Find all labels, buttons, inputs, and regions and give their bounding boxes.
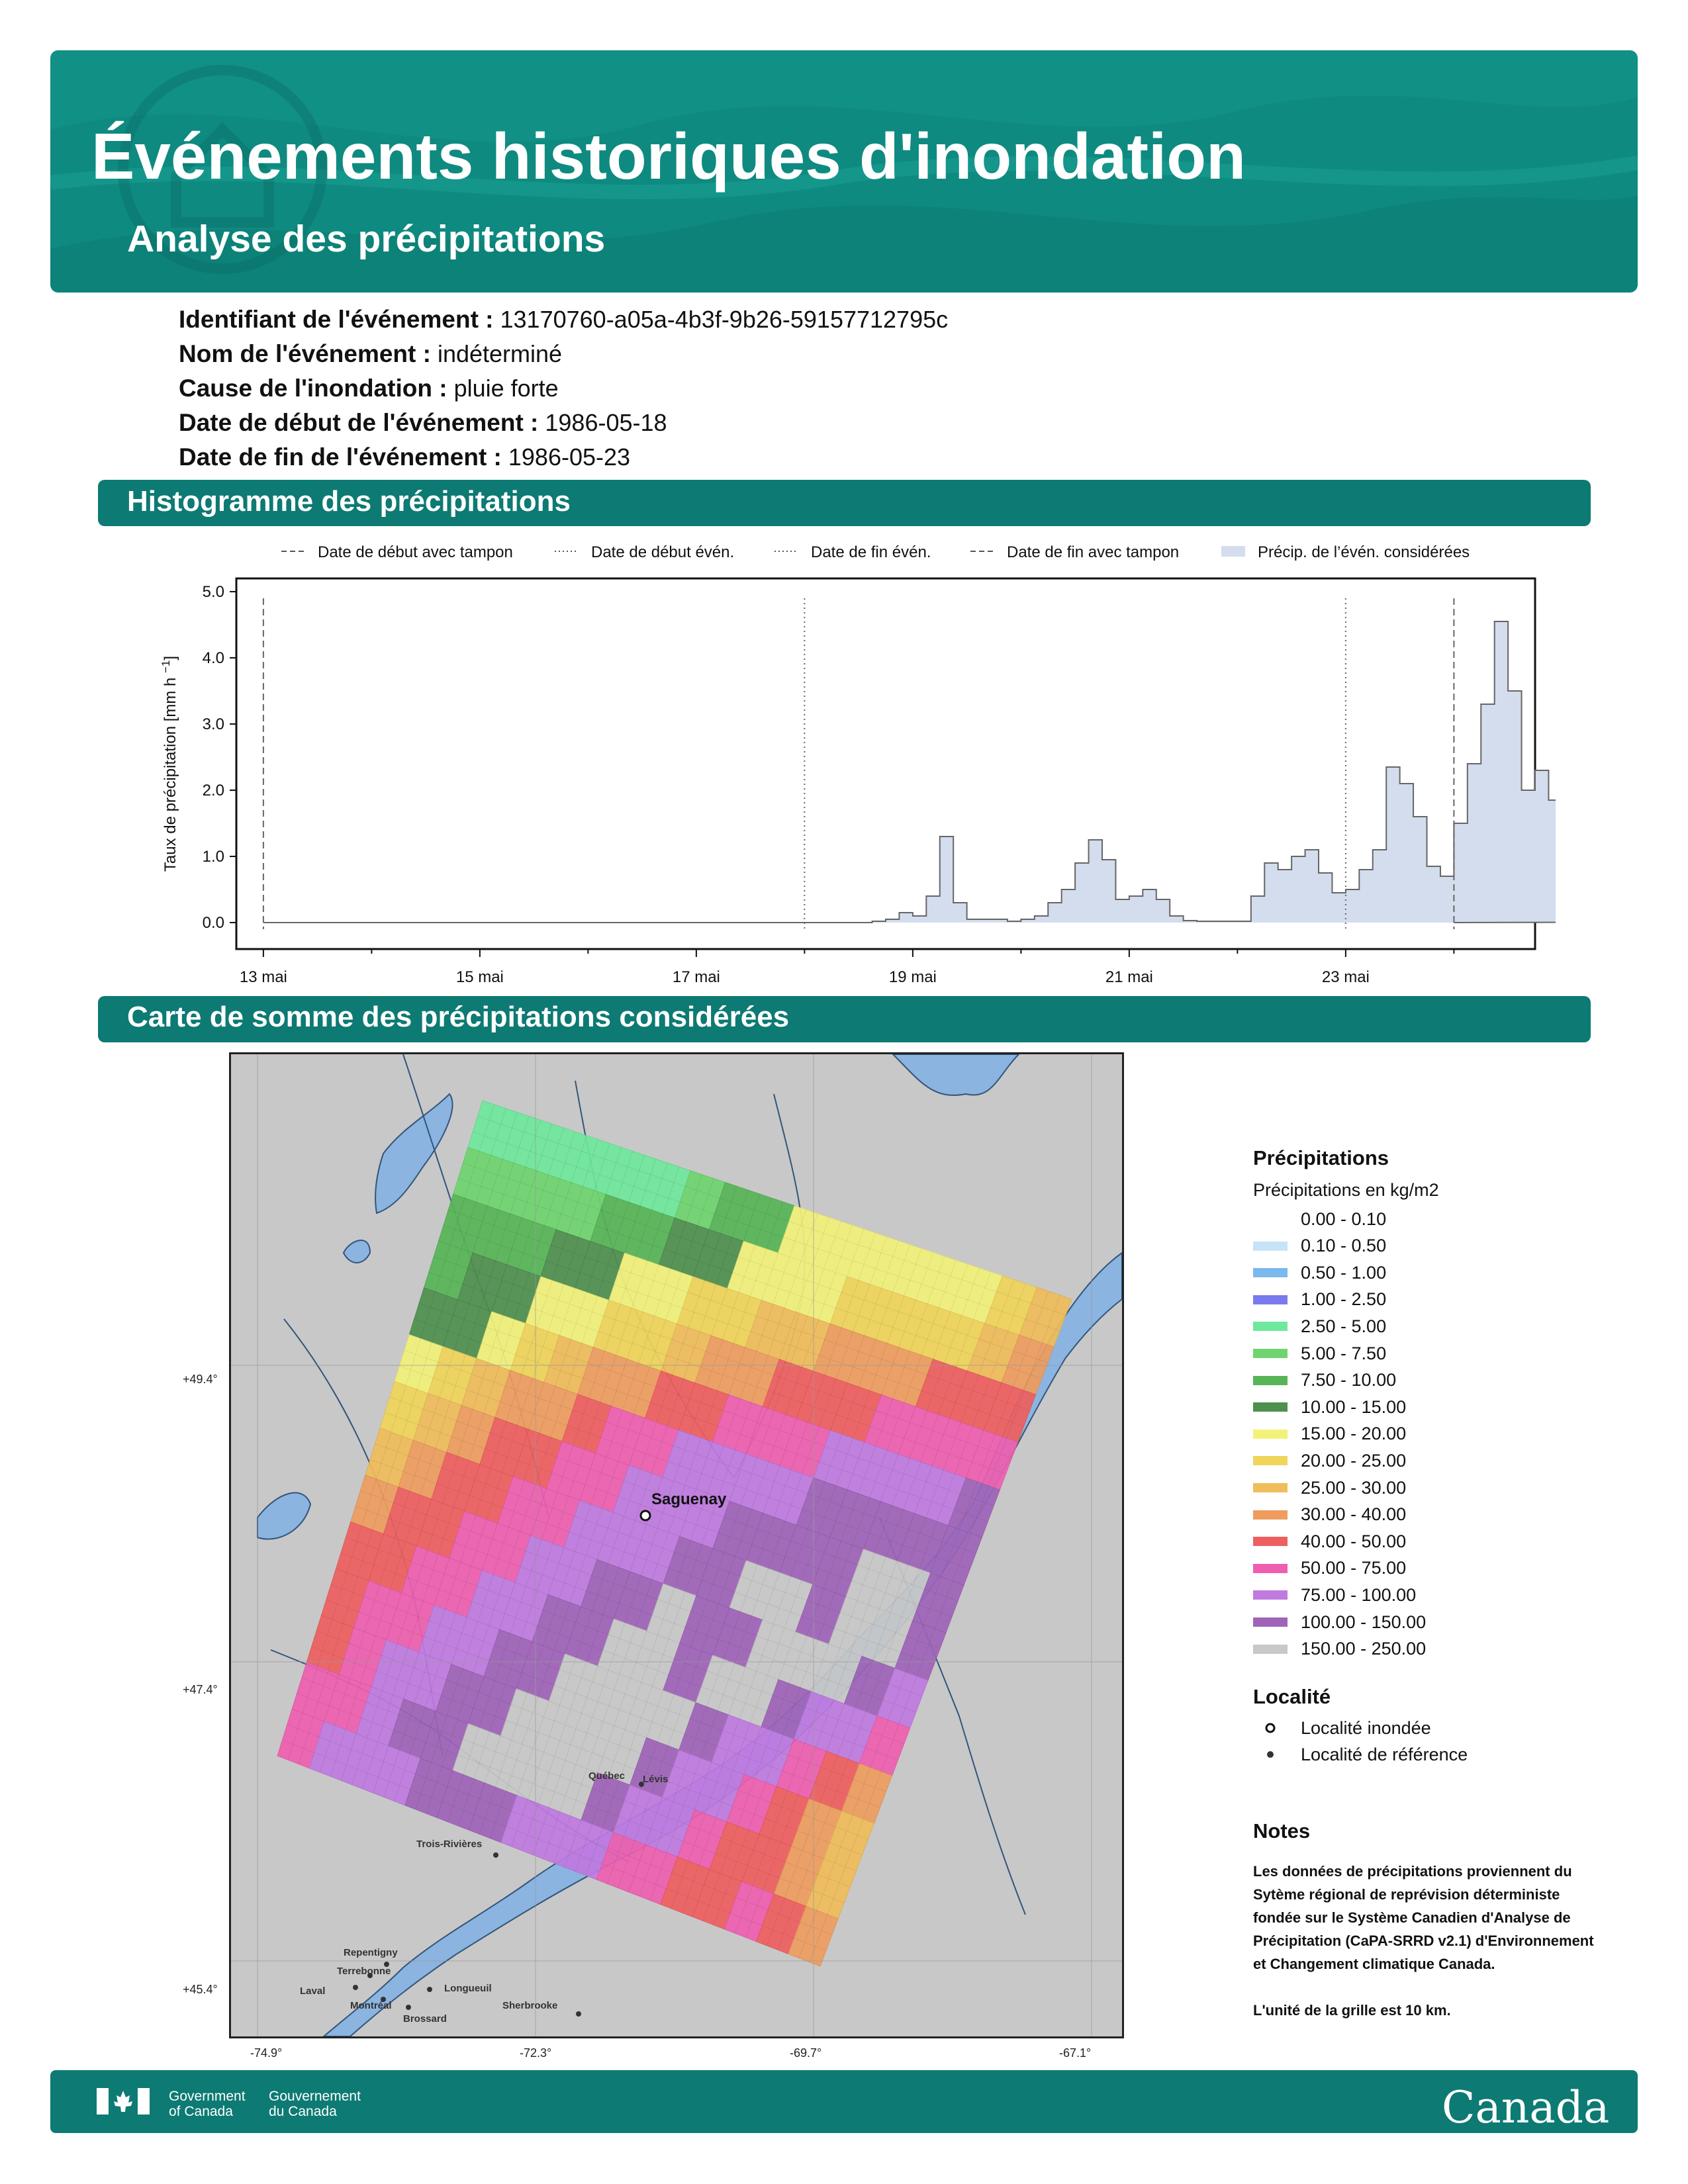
legend-label: Date de fin évén. xyxy=(811,543,931,561)
map-canvas xyxy=(231,1054,1122,2036)
legend-class-label: 25.00 - 30.00 xyxy=(1301,1477,1407,1498)
end-date-value: 1986-05-23 xyxy=(508,443,631,471)
levis-label: Lévis xyxy=(643,1774,669,1785)
legend-entry xyxy=(774,543,931,561)
histogram-section-title: Histogramme des précipitations xyxy=(127,485,571,518)
legend-color-swatch xyxy=(1253,1430,1288,1439)
canada-flag-icon xyxy=(97,2088,150,2115)
legend-class-label: 30.00 - 40.00 xyxy=(1301,1504,1407,1525)
legend-class-label: 15.00 - 20.00 xyxy=(1301,1424,1407,1444)
precip-grid-cells xyxy=(277,1101,1072,1966)
chart-plot-area xyxy=(160,578,1556,986)
notes-text: Les données de précipitations proviennent du Sytème régional de reprévision déterministe fondée sur le Système Canadien d'Analyse de Précipitation (CaPA-SRRD v2.1) d'Environnement et Changement climatique Canada. xyxy=(1253,1863,1594,1972)
map-lon-tick: -74.9° xyxy=(250,2046,283,2060)
legend-color-swatch xyxy=(1253,1376,1288,1385)
longueuil-label: Longueuil xyxy=(444,1983,492,1994)
x-tick-label: 21 mai xyxy=(1105,968,1153,986)
y-tick-label: 0.0 xyxy=(202,914,224,932)
legend-class-label: 5.00 - 7.50 xyxy=(1301,1343,1387,1363)
precip-legend-item xyxy=(1253,1314,1386,1338)
legend-color-swatch xyxy=(1253,1483,1288,1492)
precip-legend-item xyxy=(1253,1207,1386,1231)
legend-color-swatch xyxy=(1253,1590,1288,1600)
legend-class-label: 150.00 - 250.00 xyxy=(1301,1639,1427,1659)
longueuil-marker xyxy=(427,1987,432,1992)
event-id-value: 13170760-a05a-4b3f-9b26-59157712795c xyxy=(500,306,949,333)
legend-color-swatch xyxy=(1253,1564,1288,1573)
y-tick-label: 3.0 xyxy=(202,715,224,733)
legend-class-label: 0.00 - 0.10 xyxy=(1301,1208,1387,1229)
legend-class-label: 0.50 - 1.00 xyxy=(1301,1262,1387,1283)
legend-class-label: 50.00 - 75.00 xyxy=(1301,1558,1407,1578)
event-name-label: Nom de l'événement : xyxy=(179,340,431,367)
brossard-label: Brossard xyxy=(403,2013,447,2025)
map-section-title: Carte de somme des précipitations considérées xyxy=(127,1001,790,1033)
legend-class-label: 2.50 - 5.00 xyxy=(1301,1316,1387,1336)
flood-cause-row xyxy=(179,375,559,402)
y-tick-label: 4.0 xyxy=(202,649,224,667)
precip-legend-item xyxy=(1253,1503,1406,1527)
legend-class-label: 0.10 - 0.50 xyxy=(1301,1236,1387,1256)
legend-label: Date de début évén. xyxy=(591,543,735,561)
legend-color-swatch xyxy=(1253,1242,1288,1251)
precip-legend-item xyxy=(1253,1557,1406,1580)
precip-legend-item xyxy=(1253,1476,1406,1500)
legend-class-label: 100.00 - 150.00 xyxy=(1301,1612,1427,1632)
notes-body xyxy=(1253,1860,1597,2022)
chart-legend xyxy=(281,543,1470,561)
page-title: Événements historiques d'inondation xyxy=(91,120,1246,193)
legend-label: Date de fin avec tampon xyxy=(1007,543,1180,561)
x-tick-label: 15 mai xyxy=(455,968,504,986)
government-of-canada-en xyxy=(169,2089,246,2119)
event-name-row xyxy=(179,340,562,368)
notes-title: Notes xyxy=(1253,1819,1311,1843)
legend-entry xyxy=(555,543,734,561)
sherbrooke-label: Sherbrooke xyxy=(502,2000,558,2011)
x-tick-label: 17 mai xyxy=(672,968,720,986)
gov-fr-line-2: du Canada xyxy=(269,2104,337,2119)
legend-color-swatch xyxy=(1253,1322,1288,1331)
legend-color-swatch xyxy=(1253,1645,1288,1654)
saguenay-label: Saguenay xyxy=(651,1490,727,1508)
quebec-label: Québec xyxy=(588,1770,626,1782)
precip-legend-item xyxy=(1253,1369,1396,1392)
y-axis-label: Taux de précipitation [mm h $^{-1}$] xyxy=(159,655,179,872)
legend-class-label: 40.00 - 50.00 xyxy=(1301,1531,1407,1551)
x-tick-label: 19 mai xyxy=(888,968,937,986)
legend-color-swatch xyxy=(1253,1456,1288,1465)
precip-legend-item xyxy=(1253,1610,1426,1634)
terrebonne-label: Terrebonne xyxy=(337,1966,391,1977)
legend-class-label: 20.00 - 25.00 xyxy=(1301,1450,1407,1471)
repentigny-label: Repentigny xyxy=(344,1947,398,1958)
y-tick-label: 2.0 xyxy=(202,782,224,799)
precipitation-map[interactable] xyxy=(229,1052,1124,2038)
event-name-value: indéterminé xyxy=(437,340,563,367)
legend-class-label: 10.00 - 15.00 xyxy=(1301,1396,1407,1417)
precip-legend-item xyxy=(1253,1261,1386,1285)
flood-cause-label: Cause de l'inondation : xyxy=(179,375,447,402)
laval-marker xyxy=(353,1985,358,1990)
precip-legend-item xyxy=(1253,1422,1406,1446)
trois-rivieres-label: Trois-Rivières xyxy=(416,1839,483,1850)
notes-grid-unit: L'unité de la grille est 10 km. xyxy=(1253,2002,1451,2019)
map-lon-tick: -67.1° xyxy=(1059,2046,1092,2060)
precip-legend-item xyxy=(1253,1529,1406,1553)
legend-entry xyxy=(970,543,1179,561)
legend-flooded-locality xyxy=(1253,1716,1431,1740)
y-tick-label: 5.0 xyxy=(202,583,224,601)
gov-fr-line-1: Gouvernement xyxy=(269,2089,361,2104)
legend-entry xyxy=(1221,543,1470,561)
start-date-value: 1986-05-18 xyxy=(545,409,667,436)
precip-legend-unit: Précipitations en kg/m2 xyxy=(1253,1180,1439,1200)
legend-label: Date de début avec tampon xyxy=(318,543,513,561)
legend-swatch xyxy=(1221,546,1245,557)
legend-entry xyxy=(281,543,513,561)
gouvernement-du-canada-fr xyxy=(269,2089,361,2119)
precip-legend-item xyxy=(1253,1637,1426,1661)
page-subtitle: Analyse des précipitations xyxy=(127,218,606,260)
legend-reference-locality xyxy=(1253,1743,1468,1766)
precipitation-chart xyxy=(132,529,1556,993)
precip-legend-item xyxy=(1253,1449,1406,1473)
legend-label: Précip. de l’évén. considérées xyxy=(1258,543,1470,561)
legend-flooded-label: Localité inondée xyxy=(1301,1717,1431,1738)
x-tick-label: 13 mai xyxy=(239,968,287,986)
x-tick-label: 23 mai xyxy=(1321,968,1370,986)
flooded-locality-marker xyxy=(641,1511,650,1520)
event-id-row xyxy=(179,306,948,334)
map-lon-tick: -69.7° xyxy=(790,2046,822,2060)
legend-color-swatch xyxy=(1253,1349,1288,1358)
precip-legend-item xyxy=(1253,1234,1386,1258)
precip-legend-item xyxy=(1253,1288,1386,1312)
map-lon-tick: -72.3° xyxy=(520,2046,552,2060)
legend-color-swatch xyxy=(1253,1537,1288,1546)
gov-en-line-1: Government xyxy=(169,2089,246,2104)
trois-rivieres-marker xyxy=(493,1852,498,1858)
legend-class-label: 75.00 - 100.00 xyxy=(1301,1584,1417,1605)
gov-en-line-2: of Canada xyxy=(169,2104,233,2119)
brossard-marker xyxy=(406,2005,411,2010)
legend-color-swatch xyxy=(1253,1402,1288,1412)
legend-color-swatch xyxy=(1253,1268,1288,1277)
sherbrooke-marker xyxy=(576,2011,581,2017)
legend-class-label: 1.00 - 2.50 xyxy=(1301,1289,1387,1310)
map-lat-tick: +49.4° xyxy=(183,1373,218,1386)
legend-color-swatch xyxy=(1253,1295,1288,1304)
precip-legend-item xyxy=(1253,1395,1406,1419)
legend-color-swatch xyxy=(1253,1510,1288,1520)
legend-color-swatch xyxy=(1253,1214,1288,1224)
legend-reference-label: Localité de référence xyxy=(1301,1744,1468,1764)
legend-class-label: 7.50 - 10.00 xyxy=(1301,1370,1397,1390)
map-lat-tick: +45.4° xyxy=(183,1983,218,1996)
flooded-locality-icon xyxy=(1253,1721,1288,1735)
event-id-label: Identifiant de l'événement : xyxy=(179,306,494,333)
montreal-label: Montréal xyxy=(350,2000,392,2011)
end-date-label: Date de fin de l'événement : xyxy=(179,443,502,471)
locality-legend-title: Localité xyxy=(1253,1685,1331,1708)
end-date-row xyxy=(179,443,630,471)
precip-legend-title: Précipitations xyxy=(1253,1146,1389,1169)
reference-locality-icon xyxy=(1253,1748,1288,1761)
y-tick-label: 1.0 xyxy=(202,848,224,866)
flood-cause-value: pluie forte xyxy=(453,375,559,402)
start-date-row xyxy=(179,409,667,437)
precip-legend-item xyxy=(1253,1342,1386,1365)
start-date-label: Date de début de l'événement : xyxy=(179,409,539,436)
canada-wordmark: Canada xyxy=(1442,2082,1610,2133)
laval-label: Laval xyxy=(300,1985,326,1997)
map-lat-tick: +47.4° xyxy=(183,1683,218,1696)
precip-legend-item xyxy=(1253,1583,1416,1607)
legend-color-swatch xyxy=(1253,1617,1288,1627)
